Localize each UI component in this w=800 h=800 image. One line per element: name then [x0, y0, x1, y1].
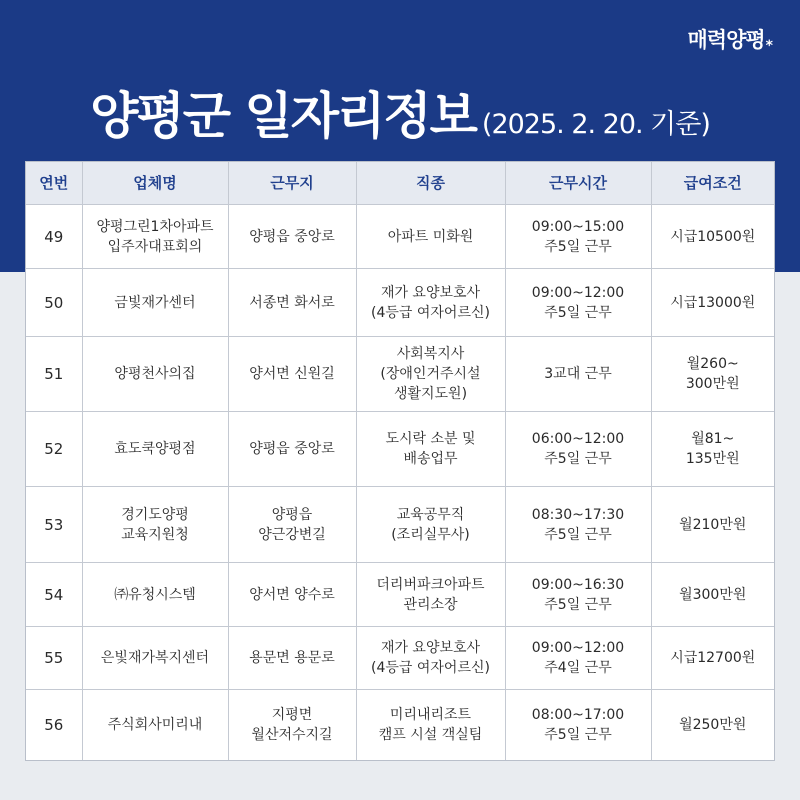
brand-logo — [688, 24, 772, 54]
cell-job: 재가 요양보호사 (4등급 여자어르신) — [356, 269, 505, 337]
cell-location: 양서면 양수로 — [228, 563, 356, 627]
cell-hours: 08:30~17:30 주5일 근무 — [505, 487, 651, 563]
job-table — [26, 162, 774, 760]
cell-company: 금빛재가센터 — [82, 269, 228, 337]
header-company: 업체명 — [82, 162, 228, 205]
cell-pay: 월81~ 135만원 — [651, 412, 774, 487]
cell-pay: 월210만원 — [651, 487, 774, 563]
cell-location: 양평읍 중앙로 — [228, 205, 356, 269]
cell-job: 사회복지사 (장애인거주시설 생활지도원) — [356, 337, 505, 412]
cell-no: 55 — [26, 627, 82, 690]
table-row — [26, 690, 774, 760]
cell-pay: 시급12700원 — [651, 627, 774, 690]
job-table-card — [25, 161, 775, 761]
title-date: (2025. 2. 20. 기준) — [481, 109, 710, 140]
cell-hours: 09:00~16:30 주5일 근무 — [505, 563, 651, 627]
cell-job: 재가 요양보호사 (4등급 여자어르신) — [356, 627, 505, 690]
cell-company: 은빛재가복지센터 — [82, 627, 228, 690]
header-location: 근무지 — [228, 162, 356, 205]
cell-location: 양서면 신원길 — [228, 337, 356, 412]
cell-pay: 월300만원 — [651, 563, 774, 627]
cell-no: 52 — [26, 412, 82, 487]
cell-job: 교육공무직 (조리실무사) — [356, 487, 505, 563]
cell-no: 49 — [26, 205, 82, 269]
cell-job: 도시락 소분 및 배송업무 — [356, 412, 505, 487]
cell-hours: 09:00~12:00 주5일 근무 — [505, 269, 651, 337]
cell-job: 아파트 미화원 — [356, 205, 505, 269]
cell-location: 서종면 화서로 — [228, 269, 356, 337]
cell-hours: 09:00~15:00 주5일 근무 — [505, 205, 651, 269]
cell-hours: 08:00~17:00 주5일 근무 — [505, 690, 651, 760]
cell-no: 53 — [26, 487, 82, 563]
cell-no: 56 — [26, 690, 82, 760]
cell-company: 효도쿡양평점 — [82, 412, 228, 487]
cell-pay: 시급10500원 — [651, 205, 774, 269]
cell-no: 50 — [26, 269, 82, 337]
table-row — [26, 487, 774, 563]
cell-location: 양평읍 양근강변길 — [228, 487, 356, 563]
title-main: 양평군 일자리정보 — [90, 87, 476, 145]
header-job: 직종 — [356, 162, 505, 205]
cell-location: 지평면 월산저수지길 — [228, 690, 356, 760]
table-row — [26, 337, 774, 412]
cell-pay: 시급13000원 — [651, 269, 774, 337]
table-row — [26, 563, 774, 627]
cell-company: 양평천사의집 — [82, 337, 228, 412]
table-row — [26, 205, 774, 269]
cell-job: 더리버파크아파트 관리소장 — [356, 563, 505, 627]
table-row — [26, 412, 774, 487]
cell-location: 양평읍 중앙로 — [228, 412, 356, 487]
cell-hours: 3교대 근무 — [505, 337, 651, 412]
brand-star-icon: * — [765, 38, 772, 54]
brand-name: 매력양평 — [687, 28, 765, 52]
cell-pay: 월250만원 — [651, 690, 774, 760]
cell-no: 51 — [26, 337, 82, 412]
table-row — [26, 269, 774, 337]
cell-job: 미리내리조트 캠프 시설 객실팀 — [356, 690, 505, 760]
table-row — [26, 627, 774, 690]
cell-hours: 06:00~12:00 주5일 근무 — [505, 412, 651, 487]
header-pay: 급여조건 — [651, 162, 774, 205]
header-hours: 근무시간 — [505, 162, 651, 205]
header-no: 연번 — [26, 162, 82, 205]
cell-company: ㈜유청시스템 — [82, 563, 228, 627]
cell-company: 주식회사미리내 — [82, 690, 228, 760]
cell-hours: 09:00~12:00 주4일 근무 — [505, 627, 651, 690]
cell-no: 54 — [26, 563, 82, 627]
table-header-row — [26, 162, 774, 205]
cell-location: 용문면 용문로 — [228, 627, 356, 690]
cell-company: 경기도양평 교육지원청 — [82, 487, 228, 563]
page-title — [0, 76, 800, 148]
cell-pay: 월260~ 300만원 — [651, 337, 774, 412]
cell-company: 양평그린1차아파트 입주자대표회의 — [82, 205, 228, 269]
